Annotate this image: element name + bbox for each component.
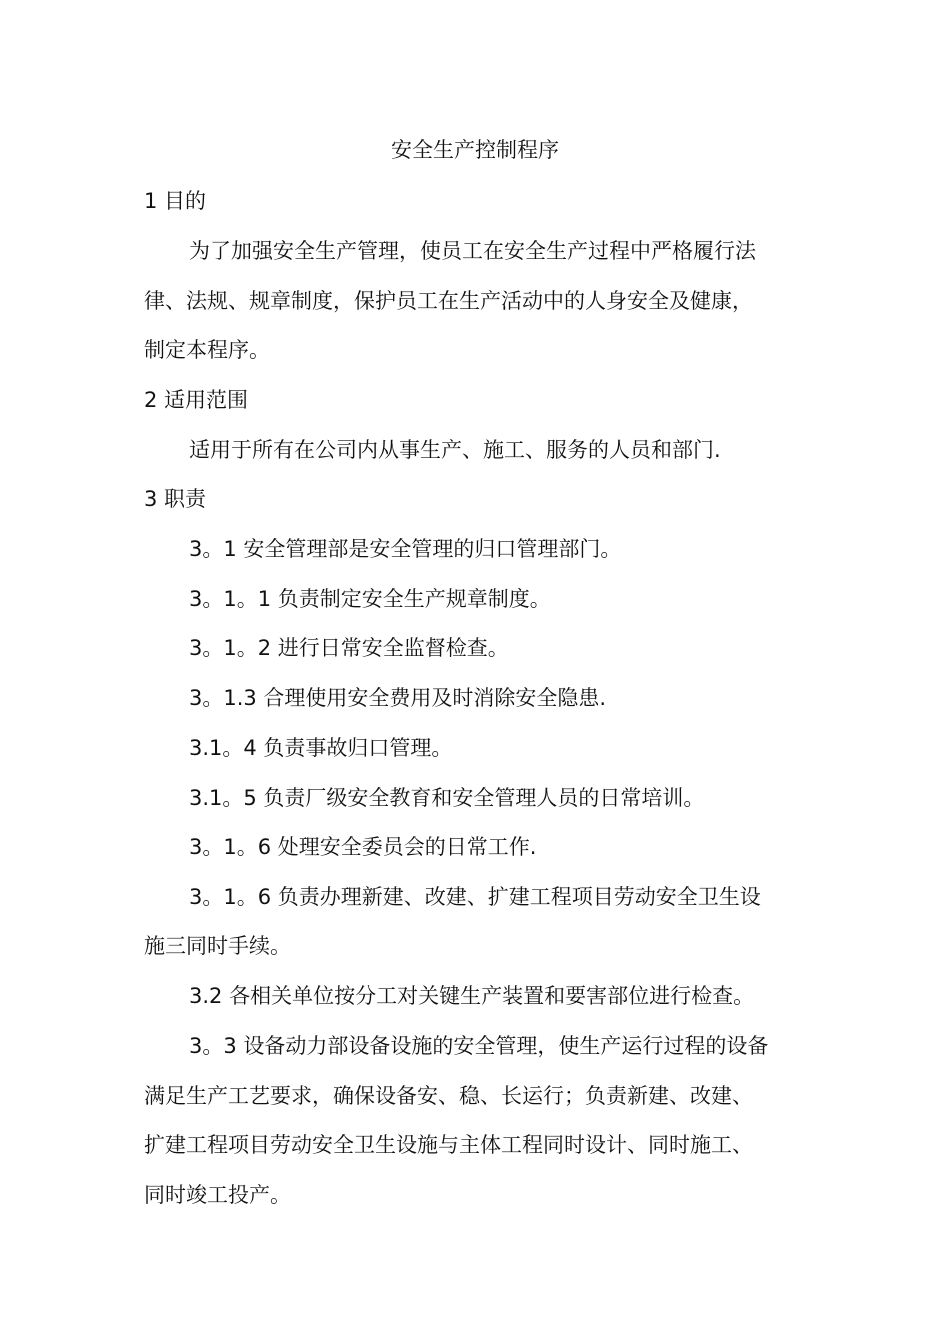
section-heading-scope: 2 适用范围	[144, 388, 249, 412]
clause-line: 3。1。2 进行日常安全监督检查。	[189, 636, 509, 660]
paragraph-line: 适用于所有在公司内从事生产、施工、服务的人员和部门.	[189, 438, 721, 462]
paragraph-line: 为了加强安全生产管理，使员工在安全生产过程中严格履行法	[189, 239, 756, 263]
clause-line: 3.1。4 负责事故归口管理。	[189, 736, 453, 760]
paragraph-line: 律、法规、规章制度，保护员工在生产活动中的人身安全及健康，	[144, 289, 753, 313]
document-title: 安全生产控制程序	[391, 138, 559, 162]
clause-line: 3。1 安全管理部是安全管理的归口管理部门。	[189, 537, 622, 561]
clause-line: 3.1。5 负责厂级安全教育和安全管理人员的日常培训。	[189, 786, 705, 810]
section-heading-purpose: 1 目的	[144, 189, 207, 213]
clause-line: 3.2 各相关单位按分工对关键生产装置和要害部位进行检查。	[189, 984, 755, 1008]
clause-line: 同时竣工投产。	[144, 1183, 291, 1207]
clause-line: 3。3 设备动力部设备设施的安全管理，使生产运行过程的设备	[189, 1034, 769, 1058]
clause-line: 扩建工程项目劳动安全卫生设施与主体工程同时设计、同时施工、	[144, 1133, 753, 1157]
section-heading-responsibilities: 3 职责	[144, 487, 207, 511]
clause-line: 3。1。1 负责制定安全生产规章制度。	[189, 587, 551, 611]
paragraph-line: 制定本程序。	[144, 338, 270, 362]
clause-line: 施三同时手续。	[144, 934, 291, 958]
clause-line: 3。1。6 处理安全委员会的日常工作.	[189, 835, 537, 859]
clause-line: 满足生产工艺要求，确保设备安、稳、长运行；负责新建、改建、	[144, 1084, 753, 1108]
clause-line: 3。1。6 负责办理新建、改建、扩建工程项目劳动安全卫生设	[189, 885, 761, 909]
clause-line: 3。1.3 合理使用安全费用及时消除安全隐患.	[189, 686, 607, 710]
